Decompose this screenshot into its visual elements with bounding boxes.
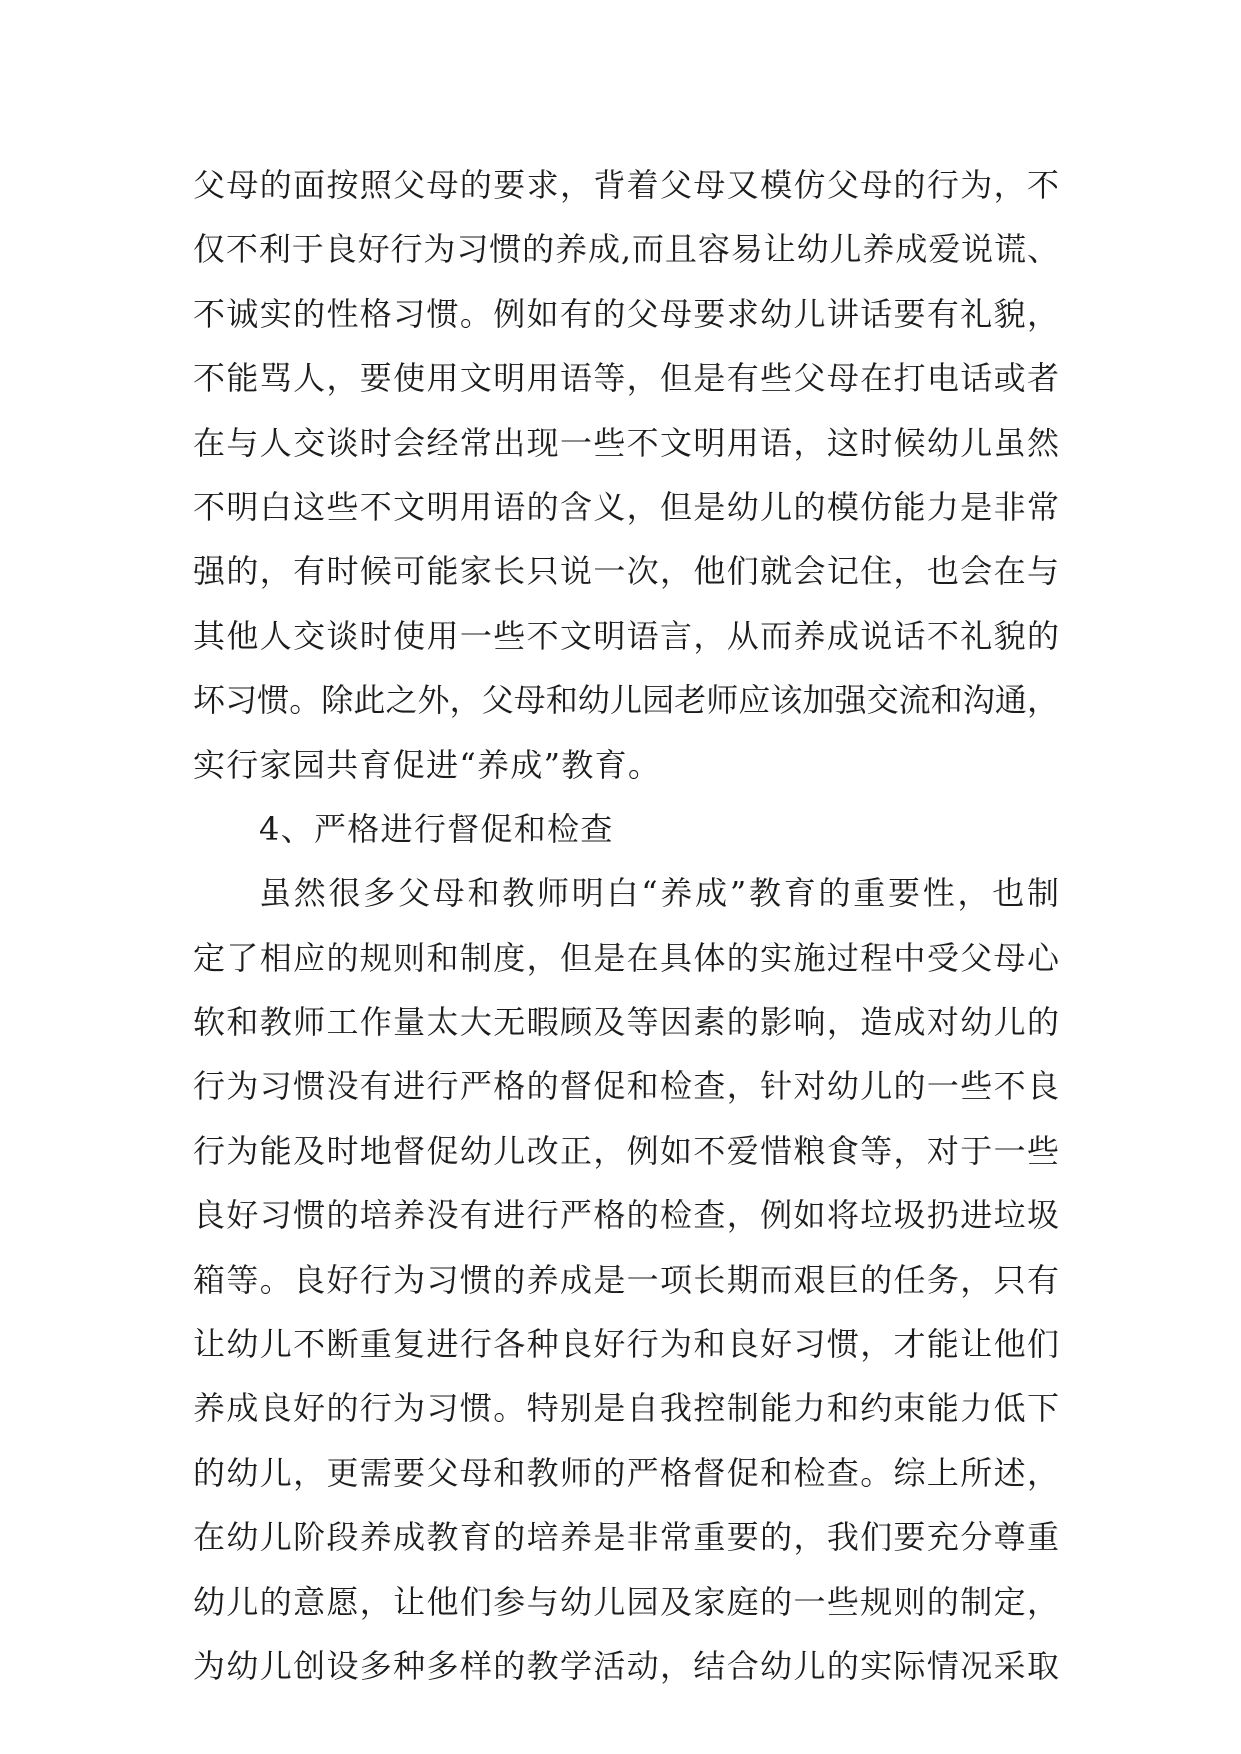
text-line: 行为能及时地督促幼儿改正，例如不爱惜粮食等，对于一些 <box>193 1131 1059 1170</box>
text-line: 实行家园共育促进“养成”教育。 <box>193 745 662 784</box>
text-line: 父母的面按照父母的要求，背着父母又模仿父母的行为，不 <box>193 166 1059 204</box>
section-heading: 4、严格进行督促和检查 <box>259 809 614 848</box>
text-line: 不明白这些不文明用语的含义，但是幼儿的模仿能力是非常 <box>193 487 1059 526</box>
paragraph <box>193 153 1059 797</box>
text-line: 行为习惯没有进行严格的督促和检查，针对幼儿的一些不良 <box>193 1067 1059 1106</box>
text-line: 仅不利于良好行为习惯的养成,而且容易让幼儿养成爱说谎、 <box>193 230 1059 269</box>
text-line: 的幼儿，更需要父母和教师的严格督促和检查。综上所述， <box>193 1453 1059 1492</box>
text-line: 养成良好的行为习惯。特别是自我控制能力和约束能力低下 <box>193 1389 1059 1428</box>
text-line: 幼儿的意愿，让他们参与幼儿园及家庭的一些规则的制定， <box>193 1582 1059 1621</box>
text-line: 为幼儿创设多种多样的教学活动，结合幼儿的实际情况采取 <box>193 1646 1059 1685</box>
text-line: 强的，有时候可能家长只说一次，他们就会记住，也会在与 <box>193 552 1059 591</box>
text-line: 箱等。良好行为习惯的养成是一项长期而艰巨的任务，只有 <box>193 1260 1059 1299</box>
section-heading-block <box>193 797 1059 861</box>
text-line: 良好习惯的培养没有进行严格的检查，例如将垃圾扔进垃圾 <box>193 1196 1059 1235</box>
text-line: 虽然很多父母和教师明白“养成”教育的重要性，也制 <box>259 874 1059 913</box>
text-line: 不诚实的性格习惯。例如有的父母要求幼儿讲话要有礼貌， <box>193 294 1059 333</box>
text-line: 软和教师工作量太大无暇顾及等因素的影响，造成对幼儿的 <box>193 1003 1059 1042</box>
text-line: 在与人交谈时会经常出现一些不文明用语，这时候幼儿虽然 <box>193 423 1059 462</box>
text-line: 定了相应的规则和制度，但是在具体的实施过程中受父母心 <box>193 938 1059 977</box>
text-line: 其他人交谈时使用一些不文明语言，从而养成说话不礼貌的 <box>193 616 1059 655</box>
text-line: 在幼儿阶段养成教育的培养是非常重要的，我们要充分尊重 <box>193 1518 1059 1557</box>
text-line: 不能骂人，要使用文明用语等，但是有些父母在打电话或者 <box>193 359 1059 398</box>
document-body <box>193 153 1059 1698</box>
text-line: 坏习惯。除此之外，父母和幼儿园老师应该加强交流和沟通， <box>193 681 1059 720</box>
text-line: 让幼儿不断重复进行各种良好行为和良好习惯，才能让他们 <box>193 1325 1059 1364</box>
paragraph <box>193 861 1059 1698</box>
